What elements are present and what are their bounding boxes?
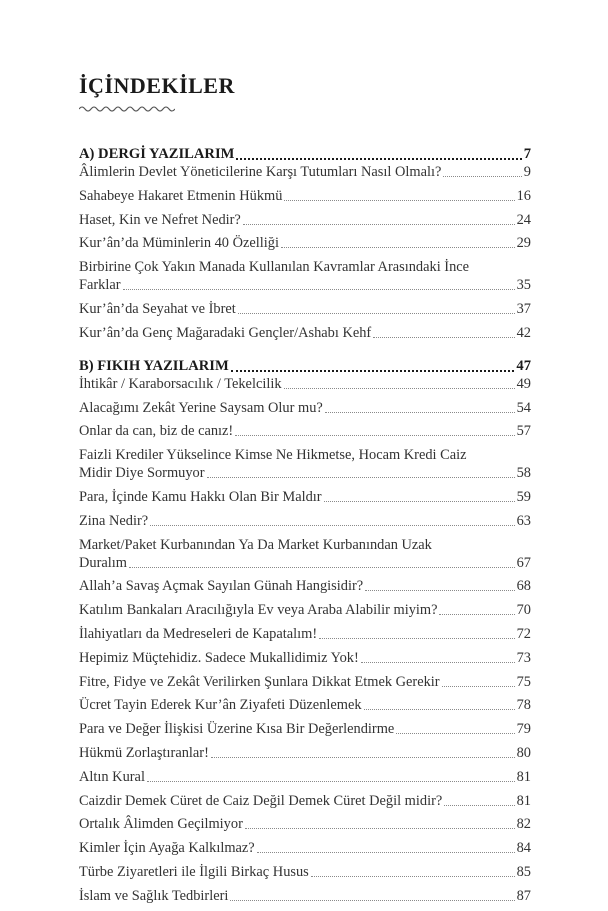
dot-leader: [207, 476, 515, 478]
entry-label: Altın Kural: [79, 768, 145, 785]
dot-leader: [231, 369, 515, 372]
toc-entry[interactable]: [79, 696, 531, 714]
toc-entry[interactable]: [79, 399, 531, 417]
dot-leader: [319, 637, 514, 639]
toc-entry[interactable]: [79, 163, 531, 181]
entry-label: Sahabeye Hakaret Etmenin Hükmü: [79, 187, 283, 204]
page-number: 57: [516, 423, 531, 440]
toc-entry[interactable]: [79, 211, 531, 229]
page-number: 29: [516, 235, 531, 252]
dot-leader: [364, 708, 515, 710]
entry-label: Caizdir Demek Cüret de Caiz Değil Demek Cüret Değil midir?: [79, 792, 443, 809]
toc-entry[interactable]: [79, 536, 531, 572]
page-number: 67: [516, 554, 531, 571]
dot-leader: [365, 589, 514, 591]
toc-entry[interactable]: [79, 887, 531, 905]
entry-label: Ücret Tayin Ederek Kur’ân Ziyafeti Düzenlemek: [79, 697, 362, 714]
entry-label: Kur’ân’da Müminlerin 40 Özelliği: [79, 235, 279, 252]
page-number: 58: [516, 465, 531, 482]
toc-entry[interactable]: [79, 512, 531, 530]
toc-entry[interactable]: [79, 187, 531, 205]
page-number: 49: [516, 375, 531, 392]
page-number: 9: [523, 164, 531, 180]
dot-leader: [284, 387, 515, 389]
page-title: İÇİNDEKİLER: [79, 73, 235, 98]
toc-entry[interactable]: [79, 768, 531, 786]
entry-label: İslam ve Sağlık Tedbirleri: [79, 887, 229, 904]
dot-leader: [443, 175, 521, 177]
wavy-divider-icon: [79, 104, 175, 114]
toc-entry[interactable]: [79, 720, 531, 738]
dot-leader: [281, 246, 515, 248]
toc-entry[interactable]: [79, 839, 531, 857]
entry-label: Türbe Ziyaretleri ile İlgili Birkaç Husus: [79, 863, 309, 880]
entry-label: Âlimlerin Devlet Yöneticilerine Karşı Tutumları Nasıl Olmalı?: [79, 164, 442, 180]
page-number: 63: [516, 512, 531, 529]
dot-leader: [324, 500, 515, 502]
toc-entry[interactable]: [79, 422, 531, 440]
page-number: 72: [516, 625, 531, 642]
entry-label: Hepimiz Müçtehidiz. Sadece Mukallidimiz Yok!: [79, 649, 359, 666]
page-number: 84: [516, 840, 531, 857]
dot-leader: [439, 613, 514, 615]
toc-entry[interactable]: [79, 488, 531, 506]
section-heading[interactable]: [79, 357, 531, 375]
dot-leader: [311, 875, 515, 877]
page-number: 54: [516, 399, 531, 416]
toc-entry[interactable]: [79, 577, 531, 595]
entry-label: Haset, Kin ve Nefret Nedir?: [79, 211, 241, 228]
entry-label-line1: Birbirine Çok Yakın Manada Kullanılan Kavramlar Arasındaki İnce: [79, 259, 470, 276]
page-number: 79: [516, 721, 531, 738]
dot-leader: [123, 288, 515, 290]
toc-entry[interactable]: [79, 815, 531, 833]
entry-label: Kimler İçin Ayağa Kalkılmaz?: [79, 840, 255, 857]
page-number: 81: [516, 792, 531, 809]
page-number: 80: [516, 744, 531, 761]
entry-label-line1: Market/Paket Kurbanından Ya Da Market Kurbanından Uzak: [79, 536, 432, 553]
dot-leader: [238, 312, 515, 314]
toc-entry[interactable]: [79, 649, 531, 667]
page-number: 75: [516, 673, 531, 690]
dot-leader: [211, 756, 515, 758]
page-number: 59: [516, 488, 531, 505]
dot-leader: [396, 732, 514, 734]
page-number: 81: [516, 768, 531, 785]
dot-leader: [235, 434, 514, 436]
table-of-contents: [79, 145, 531, 911]
entry-label: Zina Nedir?: [79, 512, 149, 529]
page-number: 68: [516, 578, 531, 595]
toc-entry[interactable]: [79, 625, 531, 643]
toc-entry[interactable]: [79, 234, 531, 252]
dot-leader: [361, 661, 515, 663]
page-number: 7: [523, 146, 531, 162]
page-number: 37: [516, 300, 531, 317]
dot-leader: [444, 804, 514, 806]
entry-label: Allah’a Savaş Açmak Sayılan Günah Hangisidir?: [79, 578, 364, 595]
page-number: 85: [516, 863, 531, 880]
entry-label: Katılım Bankaları Aracılığıyla Ev veya Araba Alabilir miyim?: [79, 602, 438, 619]
entry-label: Onlar da can, biz de canız!: [79, 423, 234, 440]
toc-entry[interactable]: [79, 375, 531, 393]
entry-label-line2: Duralım: [79, 554, 127, 571]
dot-leader: [442, 685, 515, 687]
entry-label: Alacağımı Zekât Yerine Saysam Olur mu?: [79, 399, 323, 416]
toc-entry[interactable]: [79, 792, 531, 810]
entry-label-line2: Midir Diye Sormuyor: [79, 465, 205, 482]
dot-leader: [373, 336, 514, 338]
dot-leader: [325, 411, 515, 413]
page-number: 47: [516, 357, 531, 374]
dot-leader: [243, 223, 515, 225]
page-number: 70: [516, 602, 531, 619]
page-number: 73: [516, 649, 531, 666]
dot-leader: [236, 157, 521, 160]
dot-leader: [129, 566, 515, 568]
page-number: 16: [516, 187, 531, 204]
dot-leader: [284, 199, 514, 201]
entry-label: Kur’ân’da Genç Mağaradaki Gençler/Ashabı Kehf: [79, 324, 372, 341]
page-number: 35: [516, 277, 531, 294]
toc-entry[interactable]: [79, 673, 531, 691]
page-number: 78: [516, 697, 531, 714]
section-fikih-yazilarim: [79, 357, 531, 905]
entry-label-line1: Faizli Krediler Yükselince Kimse Ne Hikmetse, Hocam Kredi Caiz: [79, 447, 467, 464]
entry-label: Hükmü Zorlaştıranlar!: [79, 744, 209, 761]
heading-label: B) FIKIH YAZILARIM: [79, 357, 229, 374]
page-number: 24: [516, 211, 531, 228]
dot-leader: [147, 780, 515, 782]
entry-label-line2: Farklar: [79, 277, 121, 294]
entry-label: İlahiyatları da Medreseleri de Kapatalım!: [79, 625, 318, 642]
entry-label: Para, İçinde Kamu Hakkı Olan Bir Maldır: [79, 488, 322, 505]
dot-leader: [150, 524, 514, 526]
dot-leader: [257, 851, 515, 853]
toc-entry[interactable]: [79, 744, 531, 762]
section-dergi-yazilarim: [79, 145, 531, 342]
heading-label: A) DERGİ YAZILARIM: [79, 146, 235, 162]
entry-label: Fitre, Fidye ve Zekât Verilirken Şunlara Dikkat Etmek Gerekir: [79, 673, 440, 690]
toc-entry[interactable]: [79, 258, 531, 294]
entry-label: Para ve Değer İlişkisi Üzerine Kısa Bir Değerlendirme: [79, 721, 395, 738]
toc-entry[interactable]: [79, 601, 531, 619]
toc-entry[interactable]: [79, 300, 531, 318]
toc-entry[interactable]: [79, 324, 531, 342]
section-heading[interactable]: [79, 145, 531, 163]
entry-label: İhtikâr / Karaborsacılık / Tekelcilik: [79, 375, 282, 392]
entry-label: Ortalık Âlimden Geçilmiyor: [79, 816, 243, 833]
page-number: 42: [516, 324, 531, 341]
toc-entry[interactable]: [79, 446, 531, 482]
page-number: 87: [516, 887, 531, 904]
dot-leader: [245, 827, 515, 829]
toc-entry[interactable]: [79, 863, 531, 881]
entry-label: Kur’ân’da Seyahat ve İbret: [79, 300, 236, 317]
page-number: 82: [516, 816, 531, 833]
